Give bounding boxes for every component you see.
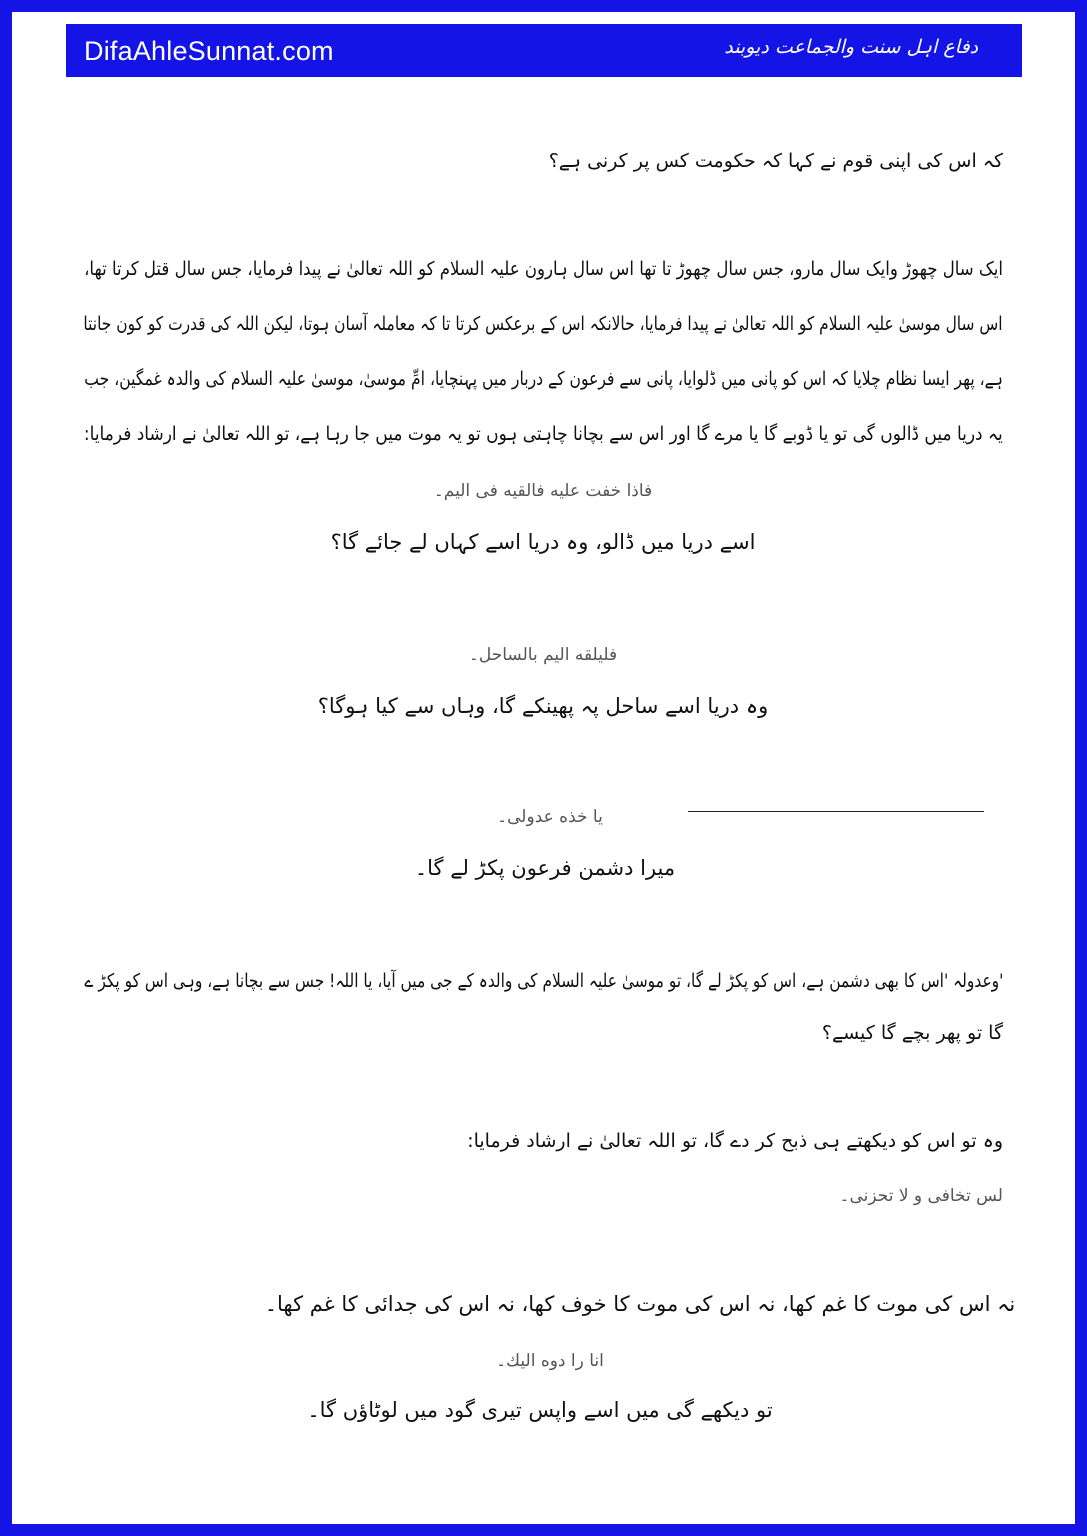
kill-line: وہ تو اس کو دیکھتے ہی ذبح کر دے گا، تو اللہ تعالیٰ نے ارشاد فرمایا: (467, 1130, 1003, 1152)
enemy-line-1: 'وعدولہ 'اس کا بھی دشمن ہے، اس کو پکڑ لے گا، تو موسیٰ علیہ السلام کی والدہ کے جی میں آیا، یا اللہ! جس سے بچانا ہے، وہی اس کو پکڑ ے (84, 970, 1003, 992)
verse-1-translation: اسے دریا میں ڈالو، وہ دریا اسے کہاں لے جائے گا؟ (330, 530, 756, 554)
kill-arabic: لس تخافی و لا تحزنی۔ (839, 1186, 1003, 1206)
story-line-3: ہے، پھر ایسا نظام چلایا کہ اس کو پانی میں ڈلوایا، پانی سے فرعون کے دربار میں پہنچایا، امِّ موسیٰ، موسیٰ علیہ السلام کی والدہ غمگین، جب (84, 368, 1003, 390)
comfort-final: تو دیکھے گی میں اسے واپس تیری گود میں لوٹاؤں گا۔ (307, 1398, 773, 1422)
site-name[interactable]: DifaAhleSunnat.com (84, 36, 334, 66)
story-line-2: اس سال موسیٰ علیہ السلام کو اللہ تعالیٰ نے پیدا فرمایا، حالانکہ اس کے برعکس کرتا تا کہ معاملہ آسان ہوتا، لیکن اللہ کی قدرت کو کون جانتا (83, 313, 1003, 335)
intro-line: کہ اس کی اپنی قوم نے کہا کہ حکومت کس پر کرنی ہے؟ (548, 150, 1003, 172)
site-header (66, 24, 1022, 77)
verse-2-translation: وہ دریا اسے ساحل پہ پھینکے گا، وہاں سے کیا ہوگا؟ (317, 694, 769, 718)
verse-3-translation: میرا دشمن فرعون پکڑ لے گا۔ (414, 856, 676, 880)
enemy-line-2: گا تو پھر بچے گا کیسے؟ (821, 1022, 1003, 1044)
verse-3-arabic: یا خذه عدولی۔ (497, 807, 603, 827)
comfort-arabic: انا را دوه الیك۔ (496, 1351, 604, 1371)
comfort-translation: نہ اس کی موت کا غم کھا، نہ اس کی موت کا خوف کھا، نہ اس کی جدائی کا غم کھا۔ (264, 1292, 1016, 1316)
story-line-1: ایک سال چھوڑ وایک سال مارو، جس سال چھوڑ تا تھا اس سال ہارون علیہ السلام کو اللہ تعالیٰ نے پیدا فرمایا، جس سال قتل کرتا تھا، (84, 258, 1003, 280)
story-line-4: یہ دریا میں ڈالوں گی تو یا ڈوبے گا یا مرے گا اور اس سے بچانا چاہتی ہوں تو یہ موت میں جا رہا ہے، تو اللہ تعالیٰ نے ارشاد فرمایا: (84, 423, 1003, 445)
verse-2-arabic: فلیلقه الیم بالساحل۔ (468, 645, 618, 665)
organization-title: دفاع اہل سنت والجماعت دیوبند (724, 36, 978, 58)
verse-1-arabic: فاذا خفت علیه فالقیه فی الیم۔ (433, 481, 653, 501)
horizontal-rule (688, 811, 984, 812)
